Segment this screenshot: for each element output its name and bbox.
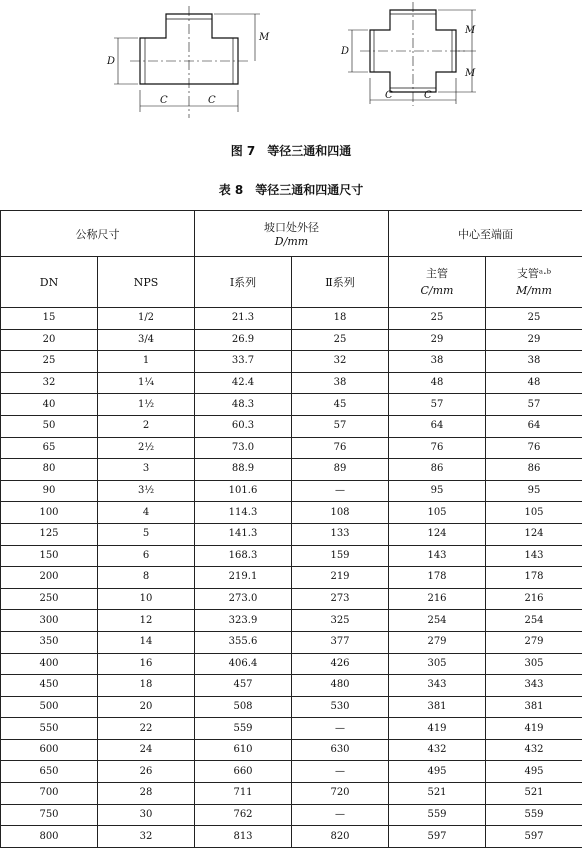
cell-nps: 5 bbox=[98, 523, 195, 545]
cell-dn: 20 bbox=[1, 329, 98, 351]
cell-nps: 30 bbox=[98, 804, 195, 826]
cell-series1: 219.1 bbox=[195, 567, 292, 589]
cell-series2: 25 bbox=[292, 329, 389, 351]
cell-series2: — bbox=[292, 804, 389, 826]
table-row bbox=[1, 480, 582, 502]
tee-drawing bbox=[114, 6, 260, 118]
cell-run: 216 bbox=[389, 588, 486, 610]
cell-series1: 355.6 bbox=[195, 631, 292, 653]
cell-run: 279 bbox=[389, 631, 486, 653]
cell-run: 29 bbox=[389, 329, 486, 351]
table-row bbox=[1, 545, 582, 567]
table-row bbox=[1, 415, 582, 437]
cell-run: 143 bbox=[389, 545, 486, 567]
table-row bbox=[1, 567, 582, 589]
cell-branch: 343 bbox=[486, 675, 582, 697]
fitting-drawings bbox=[0, 0, 582, 130]
table-row bbox=[1, 308, 582, 330]
cell-series2: 38 bbox=[292, 372, 389, 394]
tee-c-label-left: C bbox=[160, 95, 168, 106]
table-row bbox=[1, 804, 582, 826]
cell-branch: 29 bbox=[486, 329, 582, 351]
cell-series1: 48.3 bbox=[195, 394, 292, 416]
cell-dn: 150 bbox=[1, 545, 98, 567]
cell-nps: 2½ bbox=[98, 437, 195, 459]
cell-nps: 8 bbox=[98, 567, 195, 589]
cell-series1: 60.3 bbox=[195, 415, 292, 437]
header-outer-diameter-unit: D/mm bbox=[195, 235, 388, 248]
cell-run: 597 bbox=[389, 826, 486, 848]
cell-dn: 65 bbox=[1, 437, 98, 459]
cell-nps: 26 bbox=[98, 761, 195, 783]
cross-c-label-right: C bbox=[424, 90, 432, 101]
cell-series1: 457 bbox=[195, 675, 292, 697]
cell-series2: 133 bbox=[292, 523, 389, 545]
cell-series1: 762 bbox=[195, 804, 292, 826]
cell-branch: 124 bbox=[486, 523, 582, 545]
cell-nps: 3/4 bbox=[98, 329, 195, 351]
cell-series1: 21.3 bbox=[195, 308, 292, 330]
cell-run: 95 bbox=[389, 480, 486, 502]
cell-branch: 38 bbox=[486, 351, 582, 373]
cell-series2: 32 bbox=[292, 351, 389, 373]
cell-branch: 57 bbox=[486, 394, 582, 416]
cell-branch: 95 bbox=[486, 480, 582, 502]
cell-dn: 90 bbox=[1, 480, 98, 502]
figure-caption: 图 7 等径三通和四通 bbox=[0, 142, 582, 159]
cell-series1: 88.9 bbox=[195, 459, 292, 481]
cell-nps: 1¼ bbox=[98, 372, 195, 394]
cell-dn: 550 bbox=[1, 718, 98, 740]
cell-branch: 597 bbox=[486, 826, 582, 848]
cell-branch: 178 bbox=[486, 567, 582, 589]
cross-m-label-top: M bbox=[464, 25, 476, 36]
cell-branch: 143 bbox=[486, 545, 582, 567]
cross-d-label: D bbox=[340, 46, 349, 57]
cell-run: 521 bbox=[389, 783, 486, 805]
cell-series1: 26.9 bbox=[195, 329, 292, 351]
cell-branch: 495 bbox=[486, 761, 582, 783]
cell-branch: 105 bbox=[486, 502, 582, 524]
cell-series2: 820 bbox=[292, 826, 389, 848]
table-row bbox=[1, 653, 582, 675]
table-row bbox=[1, 631, 582, 653]
cell-series1: 141.3 bbox=[195, 523, 292, 545]
cell-nps: 14 bbox=[98, 631, 195, 653]
cell-nps: 10 bbox=[98, 588, 195, 610]
cell-run: 124 bbox=[389, 523, 486, 545]
cell-series1: 73.0 bbox=[195, 437, 292, 459]
cell-nps: 20 bbox=[98, 696, 195, 718]
cell-series2: 219 bbox=[292, 567, 389, 589]
cell-series2: — bbox=[292, 480, 389, 502]
cell-dn: 32 bbox=[1, 372, 98, 394]
cell-dn: 700 bbox=[1, 783, 98, 805]
cell-series2: 530 bbox=[292, 696, 389, 718]
cell-nps: 3½ bbox=[98, 480, 195, 502]
cell-branch: 521 bbox=[486, 783, 582, 805]
header-run bbox=[389, 257, 486, 308]
cell-series1: 323.9 bbox=[195, 610, 292, 632]
cell-branch: 48 bbox=[486, 372, 582, 394]
header-outer-diameter bbox=[195, 211, 389, 257]
cell-nps: 6 bbox=[98, 545, 195, 567]
cell-series2: 18 bbox=[292, 308, 389, 330]
cell-nps: 32 bbox=[98, 826, 195, 848]
cell-series2: 45 bbox=[292, 394, 389, 416]
cell-series2: 377 bbox=[292, 631, 389, 653]
cross-drawing bbox=[348, 2, 476, 106]
cell-run: 38 bbox=[389, 351, 486, 373]
cell-branch: 254 bbox=[486, 610, 582, 632]
cell-branch: 25 bbox=[486, 308, 582, 330]
cell-run: 432 bbox=[389, 739, 486, 761]
header-nps: NPS bbox=[98, 257, 195, 308]
cell-series1: 813 bbox=[195, 826, 292, 848]
table-row bbox=[1, 783, 582, 805]
table-row bbox=[1, 696, 582, 718]
table-row bbox=[1, 826, 582, 848]
cell-run: 25 bbox=[389, 308, 486, 330]
table-row bbox=[1, 394, 582, 416]
cell-nps: 4 bbox=[98, 502, 195, 524]
cell-branch: 76 bbox=[486, 437, 582, 459]
cell-branch: 432 bbox=[486, 739, 582, 761]
cell-dn: 25 bbox=[1, 351, 98, 373]
cell-run: 178 bbox=[389, 567, 486, 589]
table-row bbox=[1, 437, 582, 459]
cell-series2: 76 bbox=[292, 437, 389, 459]
cell-run: 105 bbox=[389, 502, 486, 524]
cross-m-label-bottom: M bbox=[464, 68, 476, 79]
table-caption: 表 8 等径三通和四通尺寸 bbox=[0, 181, 582, 198]
header-run-unit: C/mm bbox=[389, 282, 485, 299]
tee-m-label: M bbox=[258, 32, 270, 43]
cell-series1: 508 bbox=[195, 696, 292, 718]
header-center-to-end: 中心至端面 bbox=[389, 211, 582, 257]
table-row bbox=[1, 675, 582, 697]
cell-series2: 159 bbox=[292, 545, 389, 567]
cell-dn: 800 bbox=[1, 826, 98, 848]
cell-nps: 1/2 bbox=[98, 308, 195, 330]
cell-run: 64 bbox=[389, 415, 486, 437]
cell-branch: 216 bbox=[486, 588, 582, 610]
cell-dn: 200 bbox=[1, 567, 98, 589]
cell-series1: 168.3 bbox=[195, 545, 292, 567]
header-outer-diameter-label: 坡口处外径 bbox=[195, 219, 388, 235]
cell-series2: 426 bbox=[292, 653, 389, 675]
cell-series1: 406.4 bbox=[195, 653, 292, 675]
cell-run: 57 bbox=[389, 394, 486, 416]
cell-series2: 480 bbox=[292, 675, 389, 697]
cell-dn: 100 bbox=[1, 502, 98, 524]
cell-series2: 720 bbox=[292, 783, 389, 805]
cell-series1: 114.3 bbox=[195, 502, 292, 524]
cell-series1: 711 bbox=[195, 783, 292, 805]
table-row bbox=[1, 372, 582, 394]
cell-nps: 2 bbox=[98, 415, 195, 437]
cell-dn: 80 bbox=[1, 459, 98, 481]
cell-run: 419 bbox=[389, 718, 486, 740]
cell-dn: 500 bbox=[1, 696, 98, 718]
header-series2: Ⅱ系列 bbox=[292, 257, 389, 308]
header-branch-unit: M/mm bbox=[486, 282, 582, 299]
cell-series2: 273 bbox=[292, 588, 389, 610]
cell-nps: 18 bbox=[98, 675, 195, 697]
cell-series2: — bbox=[292, 718, 389, 740]
table-row bbox=[1, 761, 582, 783]
cell-series1: 101.6 bbox=[195, 480, 292, 502]
cell-run: 343 bbox=[389, 675, 486, 697]
cell-series2: 108 bbox=[292, 502, 389, 524]
cell-series1: 273.0 bbox=[195, 588, 292, 610]
cross-c-label-left: C bbox=[385, 90, 393, 101]
cell-nps: 12 bbox=[98, 610, 195, 632]
table-row bbox=[1, 610, 582, 632]
cell-run: 559 bbox=[389, 804, 486, 826]
cell-branch: 559 bbox=[486, 804, 582, 826]
cell-branch: 86 bbox=[486, 459, 582, 481]
header-nominal-size: 公称尺寸 bbox=[1, 211, 195, 257]
cell-dn: 300 bbox=[1, 610, 98, 632]
tee-c-label-right: C bbox=[208, 95, 216, 106]
table-row bbox=[1, 718, 582, 740]
cell-series1: 33.7 bbox=[195, 351, 292, 373]
header-dn: DN bbox=[1, 257, 98, 308]
cell-series2: — bbox=[292, 761, 389, 783]
table-row bbox=[1, 351, 582, 373]
table-row bbox=[1, 588, 582, 610]
table-row bbox=[1, 329, 582, 351]
cell-dn: 750 bbox=[1, 804, 98, 826]
cell-branch: 279 bbox=[486, 631, 582, 653]
cell-nps: 28 bbox=[98, 783, 195, 805]
cell-nps: 22 bbox=[98, 718, 195, 740]
cell-nps: 24 bbox=[98, 739, 195, 761]
cell-nps: 3 bbox=[98, 459, 195, 481]
table-row bbox=[1, 739, 582, 761]
cell-run: 48 bbox=[389, 372, 486, 394]
table-row bbox=[1, 502, 582, 524]
cell-dn: 400 bbox=[1, 653, 98, 675]
cell-dn: 15 bbox=[1, 308, 98, 330]
cell-series1: 660 bbox=[195, 761, 292, 783]
cell-series2: 325 bbox=[292, 610, 389, 632]
table-row bbox=[1, 459, 582, 481]
cell-dn: 40 bbox=[1, 394, 98, 416]
tee-d-label: D bbox=[106, 56, 115, 67]
cell-run: 86 bbox=[389, 459, 486, 481]
header-branch-label: 支管ᵃ·ᵇ bbox=[486, 265, 582, 282]
cell-run: 495 bbox=[389, 761, 486, 783]
cell-run: 305 bbox=[389, 653, 486, 675]
cell-branch: 64 bbox=[486, 415, 582, 437]
cell-run: 381 bbox=[389, 696, 486, 718]
cell-run: 76 bbox=[389, 437, 486, 459]
cell-dn: 450 bbox=[1, 675, 98, 697]
cell-dn: 600 bbox=[1, 739, 98, 761]
cell-dn: 50 bbox=[1, 415, 98, 437]
cell-series2: 89 bbox=[292, 459, 389, 481]
cell-branch: 381 bbox=[486, 696, 582, 718]
table-row bbox=[1, 523, 582, 545]
header-series1: Ⅰ系列 bbox=[195, 257, 292, 308]
cell-nps: 16 bbox=[98, 653, 195, 675]
cell-series1: 610 bbox=[195, 739, 292, 761]
header-branch bbox=[486, 257, 582, 308]
cell-dn: 250 bbox=[1, 588, 98, 610]
cell-run: 254 bbox=[389, 610, 486, 632]
cell-nps: 1 bbox=[98, 351, 195, 373]
header-run-label: 主管 bbox=[389, 265, 485, 282]
cell-series1: 559 bbox=[195, 718, 292, 740]
cell-series1: 42.4 bbox=[195, 372, 292, 394]
cell-branch: 419 bbox=[486, 718, 582, 740]
cell-nps: 1½ bbox=[98, 394, 195, 416]
cell-branch: 305 bbox=[486, 653, 582, 675]
table-body bbox=[1, 308, 582, 848]
cell-dn: 650 bbox=[1, 761, 98, 783]
dimension-table bbox=[0, 210, 582, 848]
cell-series2: 630 bbox=[292, 739, 389, 761]
cell-dn: 125 bbox=[1, 523, 98, 545]
cell-dn: 350 bbox=[1, 631, 98, 653]
cell-series2: 57 bbox=[292, 415, 389, 437]
